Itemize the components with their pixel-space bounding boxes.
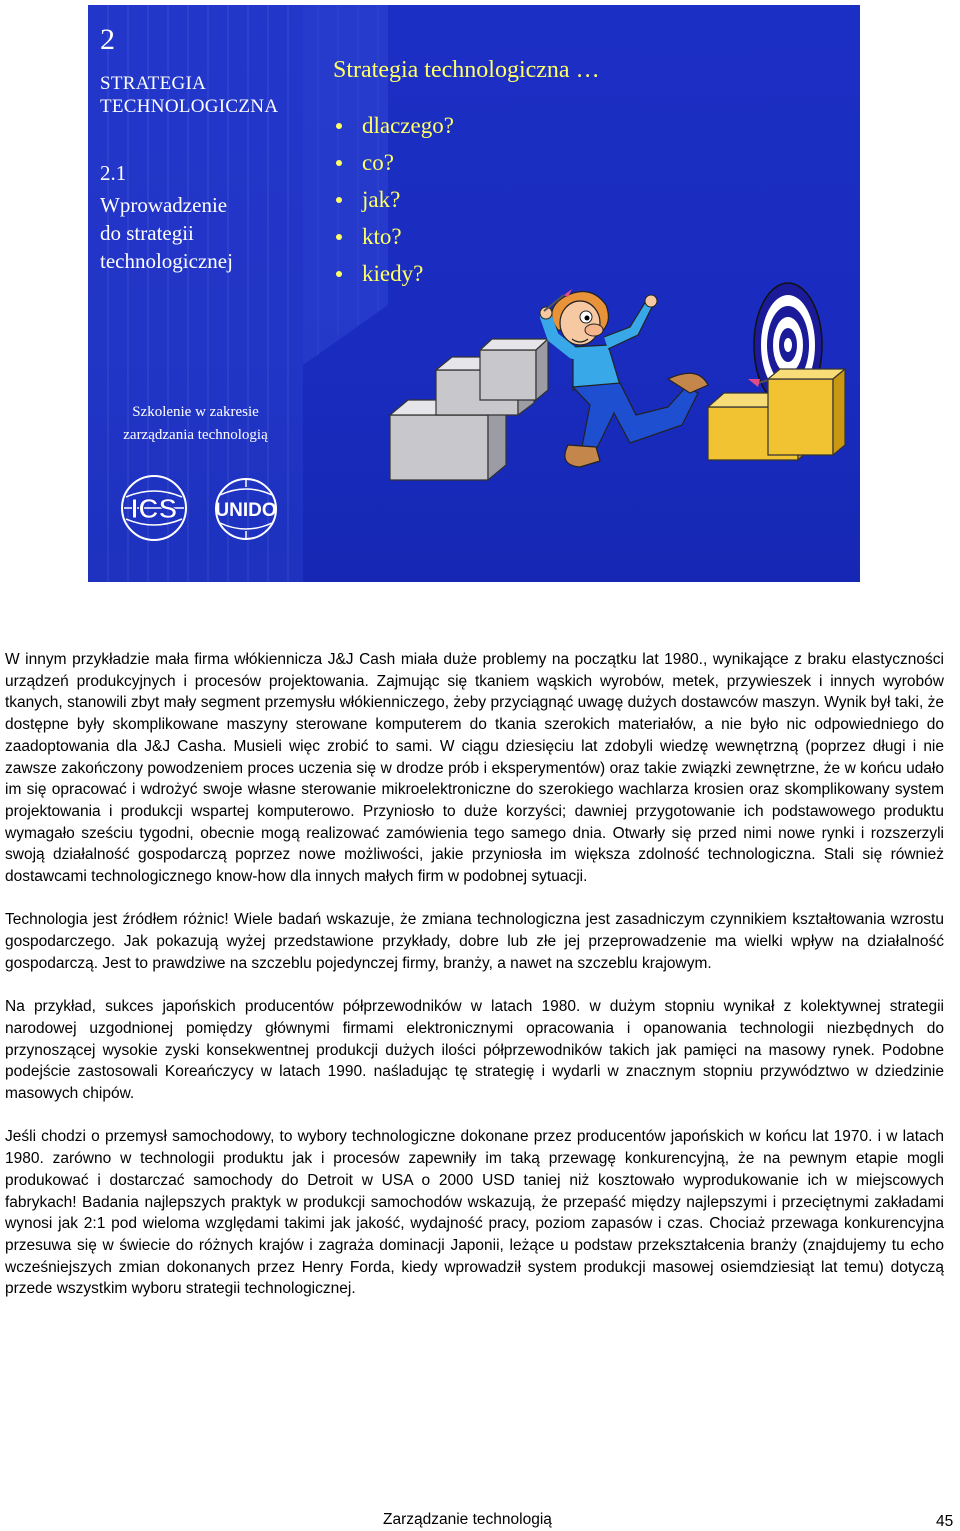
bullet-icon (336, 160, 342, 166)
paragraph: Na przykład, sukces japońskich producentów półprzewodników w latach 1980. w dużym stopniu wynikał z kolektywnej strategii narodowej uzgodnionej pomiędzy głównymi firmami elektronicznymi opracowania i opanowania technologii niezbędnych do przynoszącej wysokie zyski konsekwentnej produkcji dużych ilości półprzewodników takich jak pamięci na masowy rynek. Podobne podejście zastosowali Koreańczycy w latach 1990. naśladując tę strategię i wydarli w znacznym stopniu przywództwo w dziedzinie masowych chipów. (5, 998, 944, 1103)
training-caption (88, 401, 303, 447)
man-throwing-dart-illustration (540, 289, 708, 467)
yellow-boxes-illustration (708, 369, 845, 460)
paragraph: Technologia jest źródłem różnic! Wiele badań wskazuje, że zmiana technologiczna jest zasadniczym czynnikiem kształtowania wzrostu gospodarczego. Jak pokazują wyżej przedstawione przykłady, dobre lub złe jej przeprowadzenie ma wielki wpływ na działalność gospodarczą. Jest to prawdziwe na szczeblu pojedynczej firmy, branży, a nawet na szczeblu krajowym. (5, 911, 944, 972)
training-line: zarządzania technologią (123, 427, 268, 443)
bullet-item (336, 107, 454, 144)
subsection-title-line: technologicznej (100, 249, 233, 273)
grey-boxes-illustration (390, 339, 548, 480)
footer-title: Zarządzanie technologią (383, 1511, 552, 1528)
paragraph: W innym przykładzie mała firma włókiennicza J&J Cash miała duże problemy na początku lat 1980., wynikające z braku elastyczności urządzeń produkcyjnych i procesów projektowania. Zajmując się tkaniem wąskich wyrobów, metek, przywieszek i innych wyrobów tkanych, stanowili zbyt mały segment przemysłu włókienniczego, żeby przyciągnąć uwagę dużych dostawców maszyn. Wynik był taki, że dostępne były skomplikowane maszyny sterowane komputerem do tkania szerokich materiałów, a nie było nic odpowiedniego do zaadoptowania dla J&J Casha. Musieli więc zrobić to sami. W ciągu dziesięciu lat zdobyli wiedzę wewnętrzną (poprzez długi i nie zawsze zakończony powodzeniem proces uczenia się w drodze prób i eksperymentów) oraz takie związki zewnętrzne, że w końcu udało im się opracować i wdrożyć swoje własne sterowanie mikroelektroniczne do szerokiego wachlarza krosien oraz skomplikowany system projektowania i produkcji wspartej komputerowo. Przyniosło to duże korzyści; dawniej przygotowanie ich podstawowego produktu wymagało sześciu tygodni, obecnie mogą realizować zamówienia tego samego dnia. Otwarły się przed nimi nowe rynki i rozszerzyli swoją działalność gospodarczą poprzez nowe możliwości, jakie przyniosła im większa zdolność technologiczna. Stali się również dostawcami technologicznego know-how dla innych małych firm w podobnej sytuacji. (5, 651, 944, 886)
section-title-line: STRATEGIA (100, 73, 207, 94)
section-title-line: TECHNOLOGICZNA (100, 96, 279, 117)
slide-number: 2 (100, 23, 115, 56)
unido-logo (206, 477, 286, 543)
bullet-list (336, 107, 454, 292)
training-line: Szkolenie w zakresie (132, 404, 259, 420)
bullet-icon (336, 123, 342, 129)
slide-image (88, 5, 860, 582)
body-text (5, 649, 944, 1300)
slide-heading: Strategia technologiczna … (333, 57, 600, 83)
bullet-item (336, 181, 454, 218)
clipart-illustration (368, 275, 848, 505)
bullet-item (336, 144, 454, 181)
bullet-text: dlaczego? (362, 112, 454, 138)
paragraph: Jeśli chodzi o przemysł samochodowy, to wybory technologiczne dokonane przez producentów japońskich w końcu lat 1970. i w latach 1980. zarówno w technologii produktu jak i procesów zapewniły im taką przewagę konkurencyjną, że na pewnym etapie mogli produkować i dostarczać samochody do Detroit w USA o 2000 USD taniej niż kosztowało wyprodukowanie ich w miejscowych fabrykach! Badania najlepszych praktyk w produkcji samochodów wskazują, że przepaść między najlepszymi i przeciętnymi zakładami wynosi jak 2:1 pod wieloma względami takimi jak jakość, wydajność pracy, poziom zapasów i czas. Chociaż przewaga konkurencyjna przesuwa się w świecie do różnych krajów i zagraża dominacji Japonii, leżące u podstaw przekształcenia branży (znajdujemy tu echo wcześniejszych zmian dokonanych przez Henry Forda, kiedy wprowadził system produkcji masowej osiemdziesiąt lat temu) dotyczą przede wszystkim wyboru strategii technologicznej. (5, 1128, 944, 1298)
bullet-text: kiedy? (362, 260, 424, 286)
subsection-title-line: do strategii (100, 221, 194, 245)
bullet-icon (336, 197, 342, 203)
bullet-text: kto? (362, 223, 402, 249)
ics-logo-text: ICS (130, 493, 178, 524)
subsection-number: 2.1 (100, 161, 127, 185)
ics-logo (118, 473, 194, 543)
bullet-icon (336, 234, 342, 240)
subsection-title-line: Wprowadzenie (100, 193, 228, 217)
bullet-icon (336, 271, 342, 277)
bullet-text: co? (362, 149, 394, 175)
section-title (100, 72, 278, 118)
bullet-text: jak? (362, 186, 401, 212)
unido-logo-text: UNIDO (215, 500, 277, 521)
page-number: 45 (936, 1513, 954, 1530)
subsection-title (100, 191, 233, 275)
bullet-item (336, 218, 454, 255)
